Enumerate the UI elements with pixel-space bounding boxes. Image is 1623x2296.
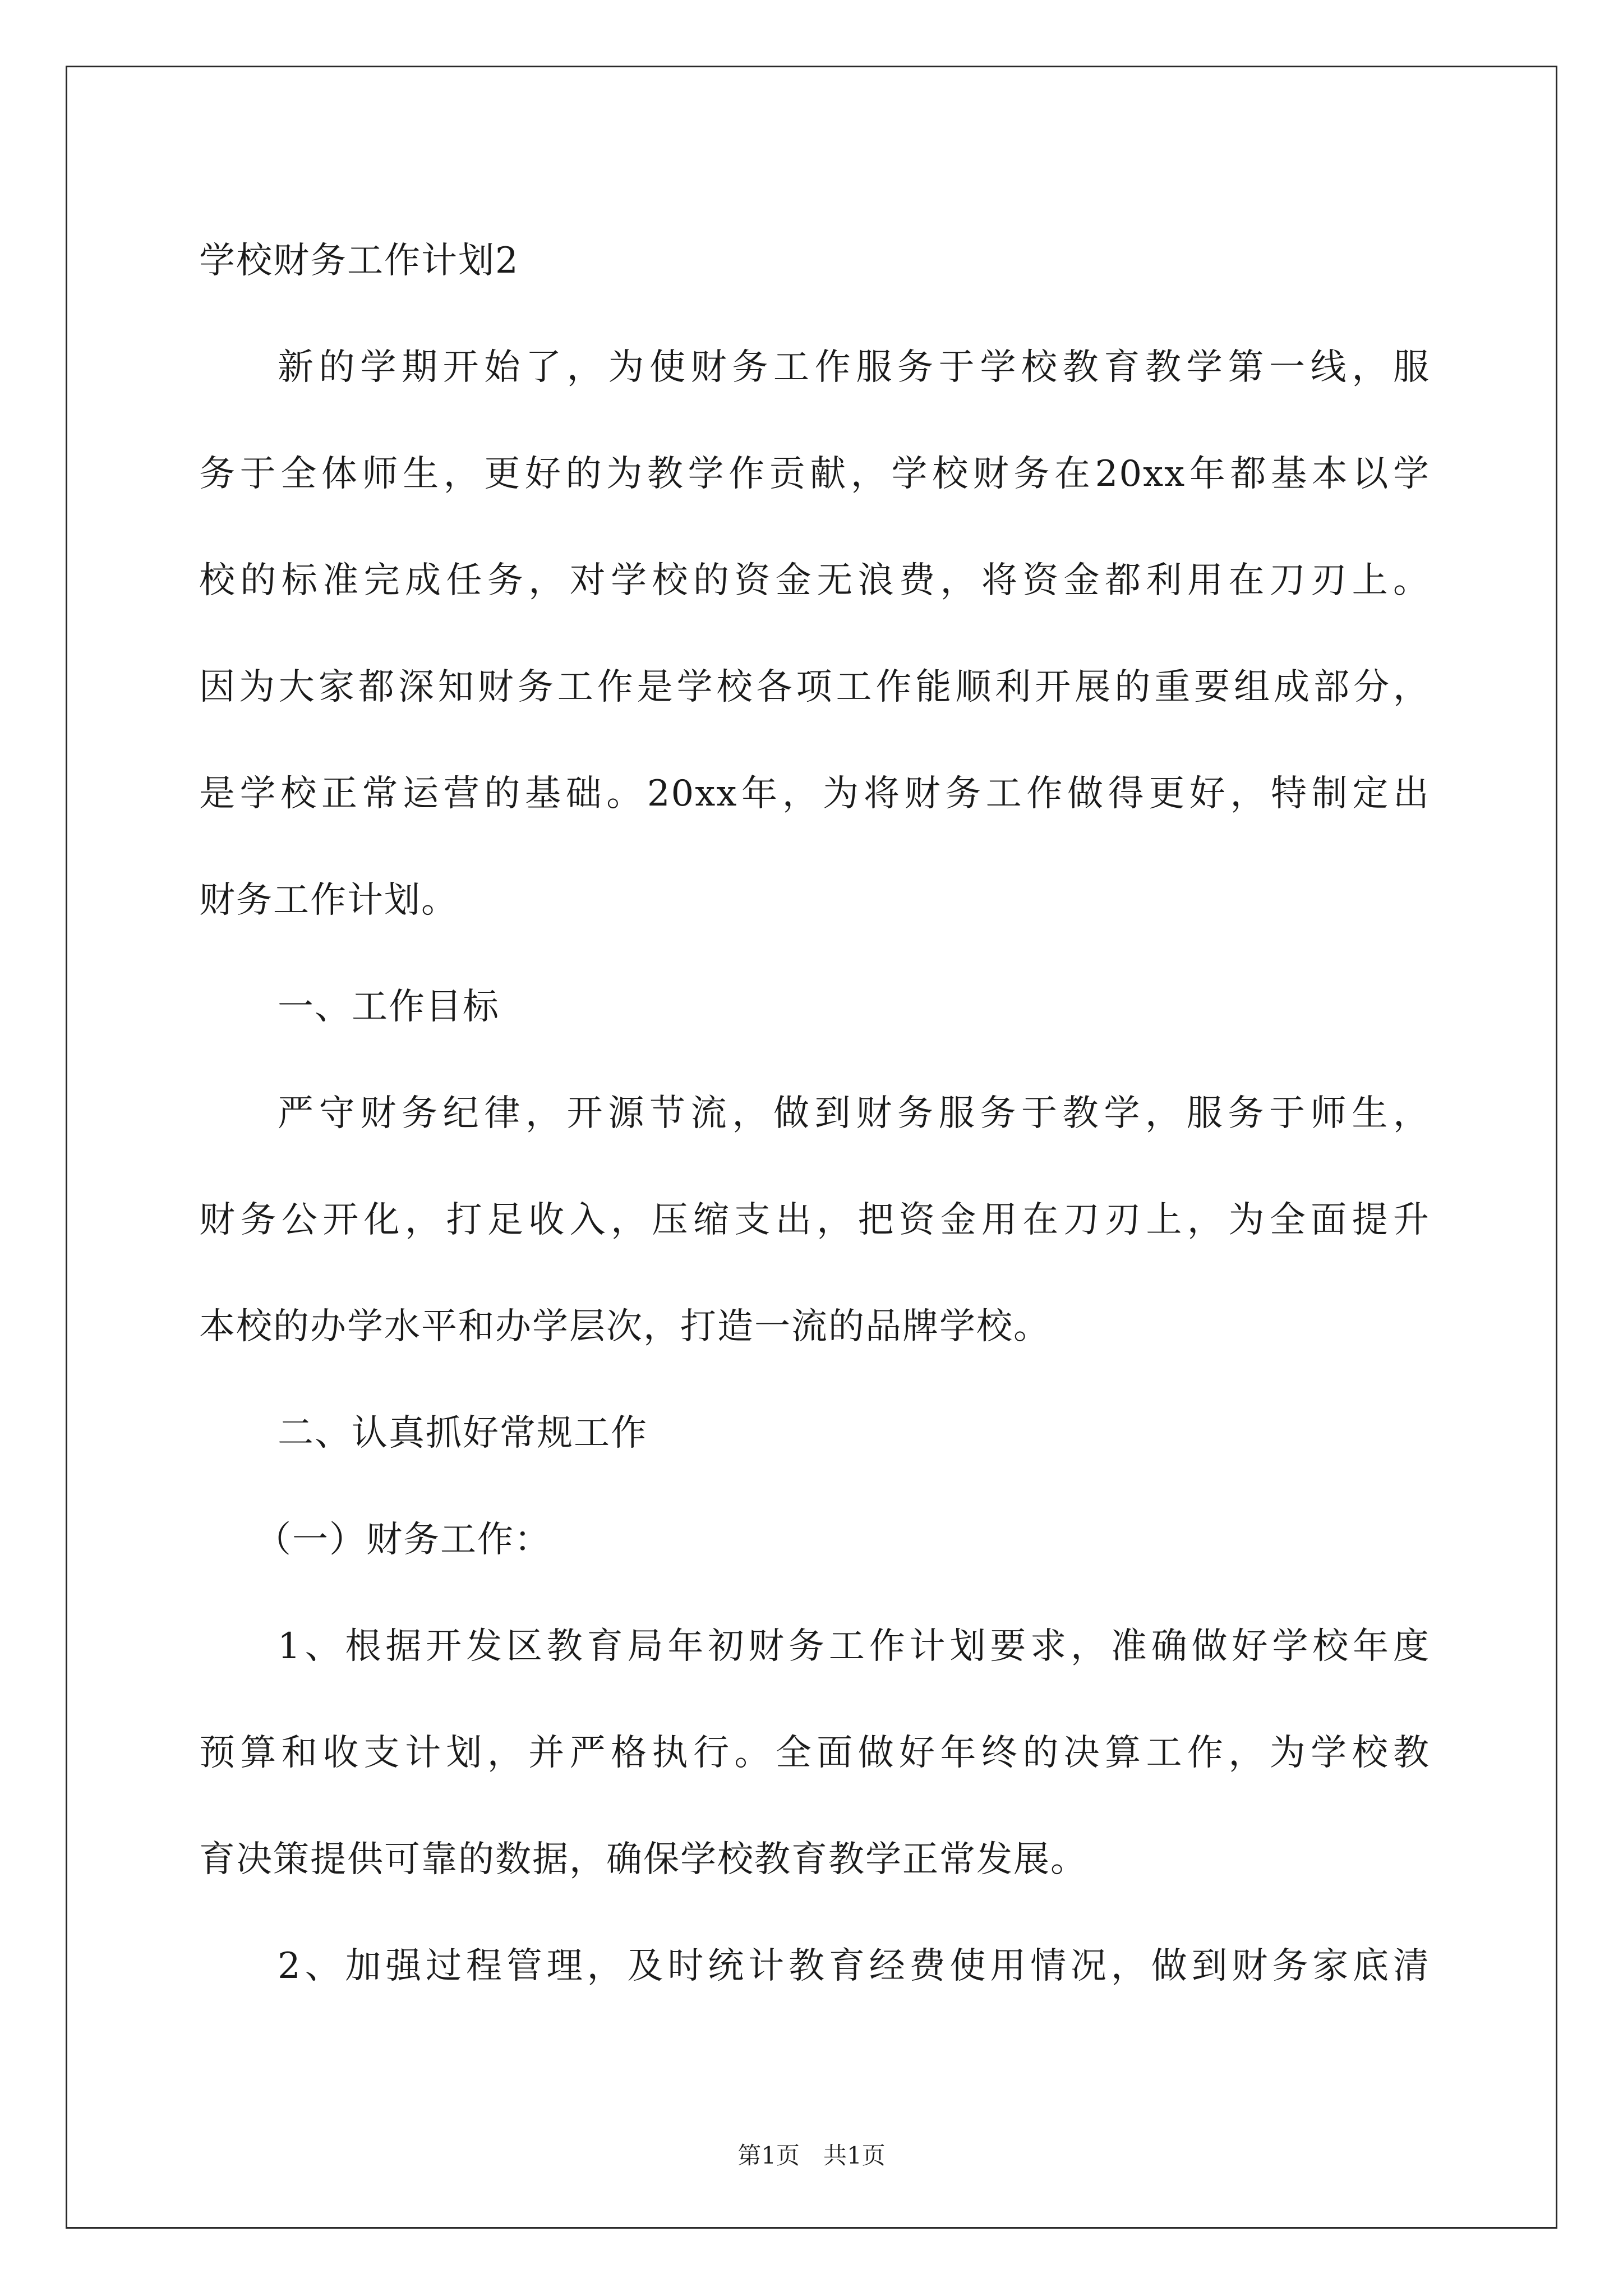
- document-body: [199, 208, 1430, 2019]
- text-line: 务于全体师生，更好的为教学作贡献，学校财务在20xx年都基本以学: [199, 453, 1430, 495]
- text-line: （一）财务工作：: [255, 1519, 551, 1561]
- text-line: 育决策提供可靠的数据，确保学校教育教学正常发展。: [199, 1839, 1087, 1880]
- text-line: 因为大家都深知财务工作是学校各项工作能顺利开展的重要组成部分，: [199, 666, 1430, 708]
- text-line: 是学校正常运营的基础。20xx年，为将财务工作做得更好，特制定出: [199, 773, 1430, 815]
- text-line: 校的标准完成任务，对学校的资金无浪费，将资金都利用在刀刃上。: [199, 560, 1430, 601]
- text-line: 财务公开化，打足收入，压缩支出，把资金用在刀刃上，为全面提升: [199, 1199, 1430, 1241]
- paragraph-lines: [199, 314, 1430, 2019]
- text-line: 财务工作计划。: [199, 880, 458, 921]
- text-line: 一、工作目标: [278, 986, 500, 1028]
- text-line: 本校的办学水平和办学层次，打造一流的品牌学校。: [199, 1306, 1050, 1347]
- text-line: 二、认真抓好常规工作: [278, 1412, 648, 1454]
- text-line: 新的学期开始了，为使财务工作服务于学校教育教学第一线，服: [278, 347, 1430, 388]
- text-line: 严守财务纪律，开源节流，做到财务服务于教学，服务于师生，: [278, 1093, 1430, 1134]
- text-line: 1、根据开发区教育局年初财务工作计划要求，准确做好学校年度: [278, 1626, 1430, 1667]
- page-footer: 第1页 共1页: [737, 2142, 886, 2169]
- text-line: 预算和收支计划，并严格执行。全面做好年终的决算工作，为学校教: [199, 1732, 1430, 1774]
- text-line: 2、加强过程管理，及时统计教育经费使用情况，做到财务家底清: [278, 1945, 1430, 1987]
- document-title: 学校财务工作计划2: [199, 240, 519, 282]
